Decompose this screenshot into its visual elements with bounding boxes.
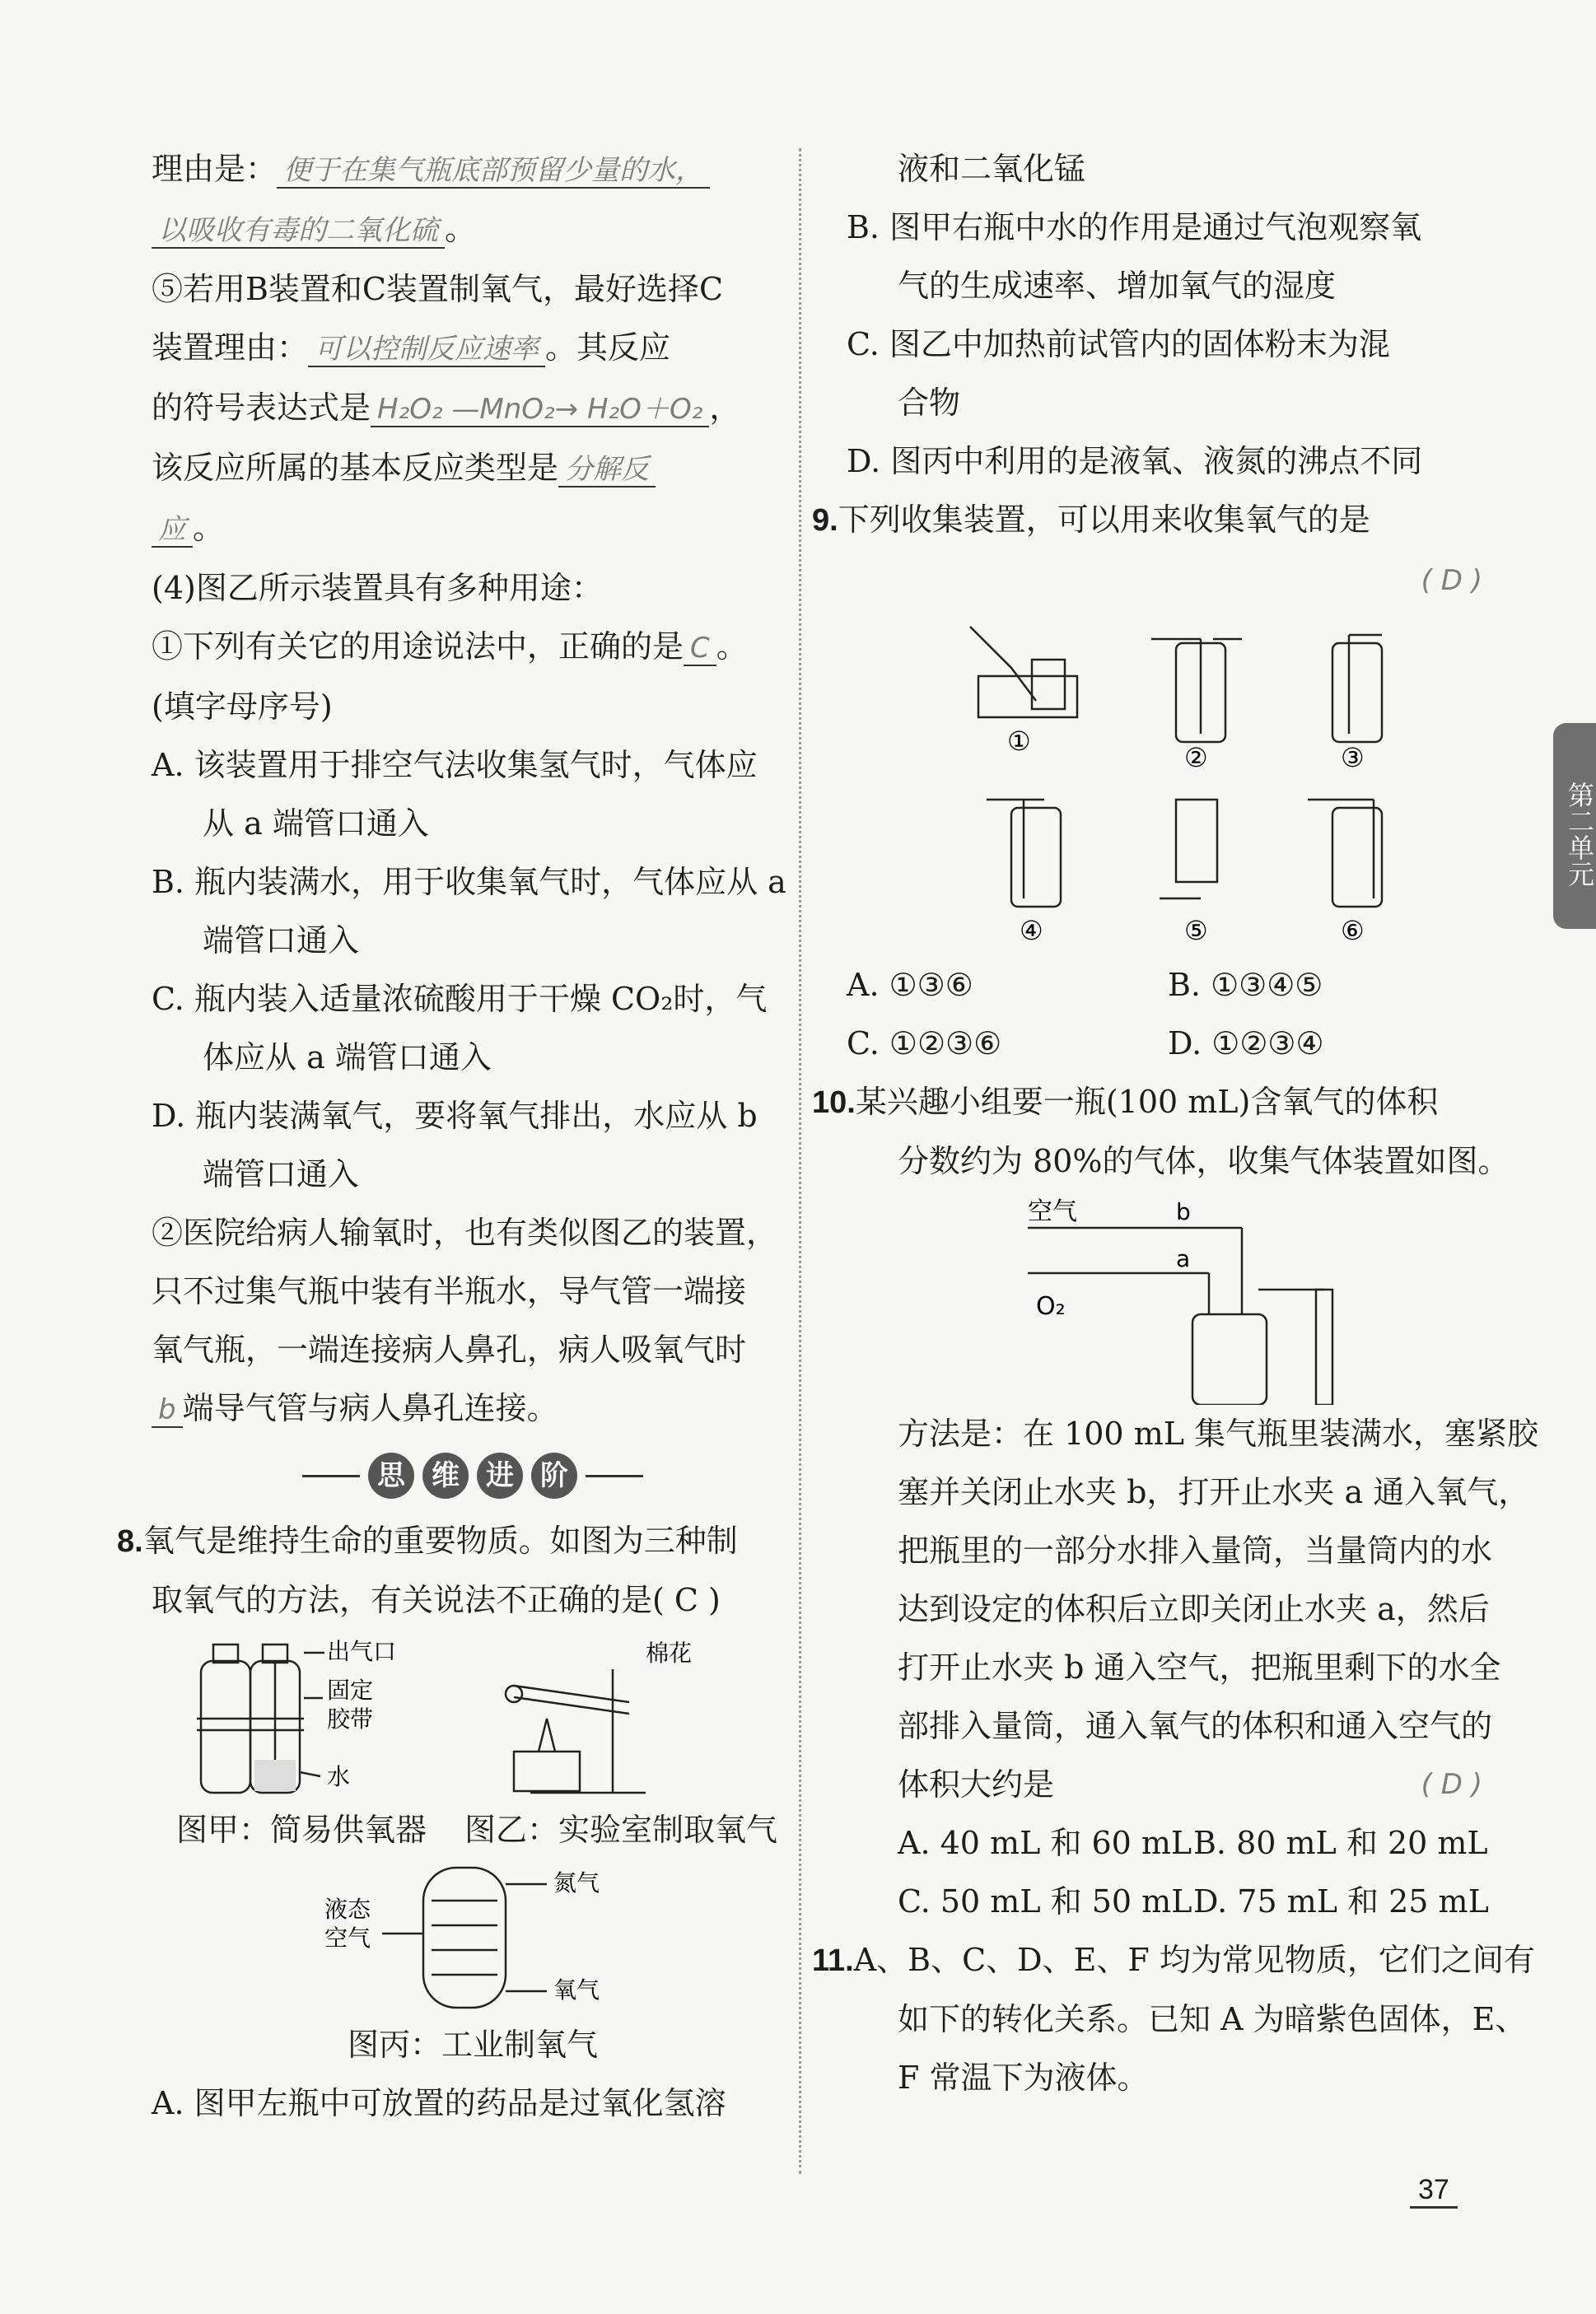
svg-text:O₂: O₂ bbox=[1036, 1292, 1066, 1321]
handwritten-equation: H₂O₂ —MnO₂→ H₂O＋O₂ bbox=[371, 393, 709, 427]
page-number: 37 bbox=[1410, 2174, 1458, 2209]
caption-yi: 图乙：实验室制取氧气 bbox=[464, 1812, 777, 1848]
banner-char: 阶 bbox=[531, 1453, 577, 1499]
q8-option-b: B. 图甲右瓶中水的作用是通过气泡观察氧 bbox=[847, 209, 1422, 245]
handwritten-answer: b bbox=[152, 1393, 183, 1428]
svg-text:②: ② bbox=[1184, 742, 1208, 773]
option-a: A. 该装置用于排空气法收集氢气时，气体应 bbox=[152, 747, 758, 783]
caption-bing: 图丙：工业制氧气 bbox=[347, 2027, 598, 2063]
svg-text:空气: 空气 bbox=[324, 1924, 371, 1952]
svg-text:③: ③ bbox=[1341, 742, 1365, 773]
question-10: 10.某兴趣小组要一瓶(100 mL)含氧气的体积 bbox=[812, 1084, 1439, 1120]
q8-option-c: C. 图乙中加热前试管内的固体粉末为混 bbox=[847, 326, 1390, 362]
question-11: 11.A、B、C、D、E、F 均为常见物质，它们之间有 bbox=[812, 1942, 1535, 1978]
answer-q10: ( D ) bbox=[1421, 1768, 1482, 1801]
handwritten-answer: C bbox=[684, 632, 716, 666]
svg-text:⑥: ⑥ bbox=[1341, 915, 1365, 946]
option-c: C. 瓶内装入适量浓硫酸用于干燥 CO₂时，气 bbox=[152, 981, 768, 1017]
q8-option-d: D. 图丙中利用的是液氧、液氮的沸点不同 bbox=[847, 443, 1423, 479]
option-d: D. 瓶内装满氧气，要将氧气排出，水应从 b bbox=[152, 1098, 758, 1134]
option-b: B. 瓶内装满水，用于收集氧气时，气体应从 a bbox=[152, 864, 786, 900]
answer-q9: ( D ) bbox=[1421, 564, 1482, 597]
handwritten-answer: 以吸收有毒的二氧化硫 bbox=[152, 214, 445, 249]
figure-jia-yi bbox=[152, 1636, 794, 1801]
column-divider bbox=[799, 148, 801, 2174]
label-cotton: 棉花 bbox=[646, 1640, 693, 1667]
svg-text:⑤: ⑤ bbox=[1184, 915, 1208, 946]
question-9: 9.下列收集装置，可以用来收集氧气的是 bbox=[812, 502, 1370, 538]
handwritten-answer: 分解反 bbox=[558, 453, 656, 488]
handwritten-answer: 可以控制反应速率 bbox=[308, 333, 545, 367]
q8-option-a: A. 图甲左瓶中可放置的药品是过氧化氢溶 bbox=[152, 2085, 726, 2121]
q9-options: A. ①③⑥ B. ①③④⑤ bbox=[847, 967, 1323, 1003]
svg-text:a: a bbox=[1176, 1245, 1191, 1272]
distillation-column bbox=[382, 1868, 547, 2008]
right-column: 液和二氧化锰 B. 图甲右瓶中水的作用是通过气泡观察氧 气的生成速率、增加氧气的湿度 C. 图乙中加热前试管内的固体粉末为混 合物 D. 图丙中利用的是液氧、液氮的沸点不同 9.下列收集装置，可以用来收集氧气的是 ( D ) ① ② ③ ④ ⑤ ⑥ A. ①③⑥ B. ①③④⑤ C. ①②③⑥ D. ①②③④ 10.某兴趣小组要一瓶(100 mL)含氧气的体积 分数约为 80%的气体，收集气体装置如图。 空气 b a O₂ 方法是：在 100 mL 集气瓶里装满水，塞紧胶 塞并关闭止水夹 b，打开止水夹 a 通入氧气， 把瓶里的一部分水排入量筒，当量筒内的水 达到设定的体积后立即关闭止水夹 a，然后 打开止水夹 b 通入空气，把瓶里剩下的水全 部排入量筒，通入氧气的体积和通入空气的 体积大约是 ( D ) A. 40 mL 和 60 mL B. 80 mL 和 20 mL C. 50 mL 和 50 mL D. 75 mL 和 25 mL 11.A、B、C、D、E、F 均为常见物质，它们之间有 如下的转化关系。已知 A 为暗紫色固体，E、 F 常温下为液体。 bbox=[812, 151, 1539, 2096]
svg-text:固定: 固定 bbox=[327, 1677, 374, 1704]
bottle-figure-jia bbox=[197, 1645, 324, 1793]
svg-text:氮气: 氮气 bbox=[553, 1869, 600, 1896]
question-8: 8.氧气是维持生命的重要物质。如图为三种制 bbox=[117, 1523, 738, 1559]
svg-text:①: ① bbox=[1007, 725, 1031, 757]
text-line: (填字母序号) bbox=[152, 688, 333, 725]
svg-text:水: 水 bbox=[327, 1763, 351, 1790]
handwritten-answer: 便于在集气瓶底部预留少量的水， bbox=[277, 154, 710, 189]
banner-char: 思 bbox=[368, 1453, 414, 1499]
banner-char: 维 bbox=[422, 1453, 469, 1499]
reason-line: 理由是： 便于在集气瓶底部预留少量的水， bbox=[152, 140, 794, 200]
text-line: (4)图乙所示装置具有多种用途： bbox=[152, 570, 603, 606]
handwritten-answer: 应 bbox=[152, 513, 193, 548]
svg-text:液态: 液态 bbox=[324, 1896, 371, 1923]
label-outlet: 出气口 bbox=[327, 1638, 397, 1665]
figure-q10-apparatus bbox=[847, 1191, 1489, 1405]
svg-text:b: b bbox=[1176, 1198, 1191, 1225]
q10-options: A. 40 mL 和 60 mL B. 80 mL 和 20 mL bbox=[898, 1825, 1488, 1861]
text-line: ⑤若用B装置和C装置制氧气，最好选择C bbox=[152, 271, 724, 307]
left-column: 理由是： 便于在集气瓶底部预留少量的水， 以吸收有毒的二氧化硫 。 ⑤若用B装置和C装置制氧气，最好选择C 装置理由： 可以控制反应速率 。其反应 的符号表达式是 H₂O₂ —MnO₂→ H₂O＋O₂ ， 该反应所属的基本反应类型是 分解反 应 。 (4)图乙所示装置具有多种用途： ①下列有关它的用途说法中，正确的是 C 。 (填字母序号) A. 该装置用于排空气法收集氢气时，气体应 从 a 端管口通入 B. 瓶内装满水，用于收集氧气时，气体应从 a 端管口通入 C. 瓶内装入适量浓硫酸用于干燥 CO₂时，气 体应从 a 端管口通入 D. 瓶内装满氧气，要将氧气排出，水应从 b 端管口通入 ②医院给病人输氧时，也有类似图乙的装置， 只不过集气瓶中装有半瓶水，导气管一端接 氧气瓶，一端连接病人鼻孔，病人吸氧气时 b 端导气管与病人鼻孔连接。 思 维 进 阶 8.氧气是维持生命的重要物质。如图为三种制 取氧气的方法，有关说法不正确的是( C ) 出气口 固定 胶带 水 棉花 图甲：简易供氧器 图乙：实验室制取氧气 液态 空气 氮气 氧气 图丙：工业制氧气 A. 图甲左瓶中可放置的药品是过氧化氢溶 bbox=[152, 140, 794, 2133]
banner-char: 进 bbox=[477, 1453, 523, 1499]
unit-side-tab: 第二单元 bbox=[1553, 723, 1596, 929]
svg-text:胶带: 胶带 bbox=[327, 1705, 374, 1733]
caption-jia: 图甲：简易供氧器 bbox=[176, 1812, 427, 1848]
section-banner bbox=[152, 1453, 794, 1499]
heating-apparatus-yi bbox=[506, 1669, 646, 1793]
figure-bing bbox=[152, 1859, 794, 2016]
svg-text:④: ④ bbox=[1020, 915, 1043, 946]
figure-q9-collectors bbox=[847, 610, 1489, 956]
svg-text:氧气: 氧气 bbox=[553, 1976, 600, 2004]
svg-text:空气: 空气 bbox=[1028, 1197, 1077, 1226]
